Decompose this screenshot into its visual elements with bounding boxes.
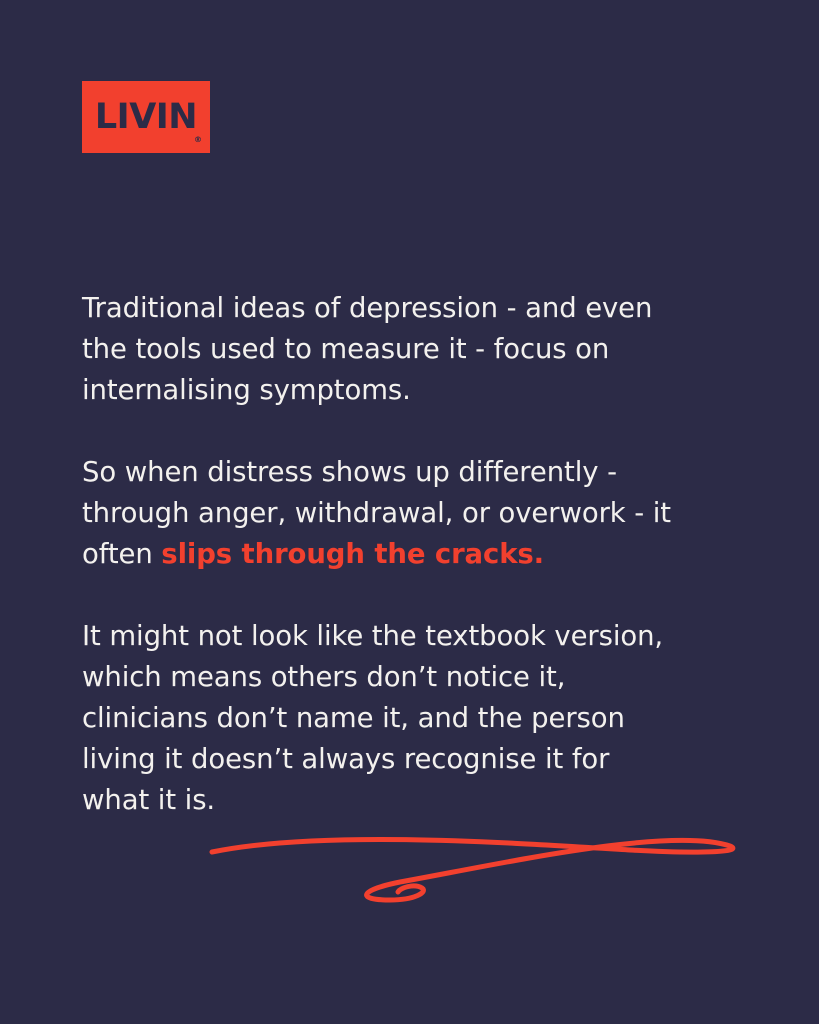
paragraph-2-lead: So when distress shows up differently - through anger, withdrawal, or overwork - it often (82, 456, 671, 570)
logo-wordmark: LIVIN (94, 96, 198, 137)
swoosh-underline-icon (200, 820, 760, 920)
paragraph-2 (82, 452, 682, 575)
paragraph-2-highlight: slips through the cracks. (161, 538, 545, 570)
registered-trademark-icon: ® (194, 135, 202, 144)
paragraph-3: It might not look like the textbook version, which means others don’t notice it, clinicians don’t name it, and the person living it doesn’t always recognise it for what it is. (82, 620, 664, 816)
post-body-copy (82, 288, 682, 821)
paragraph-1: Traditional ideas of depression - and even the tools used to measure it - focus on internalising symptoms. (82, 292, 653, 406)
livin-logo (82, 81, 210, 153)
